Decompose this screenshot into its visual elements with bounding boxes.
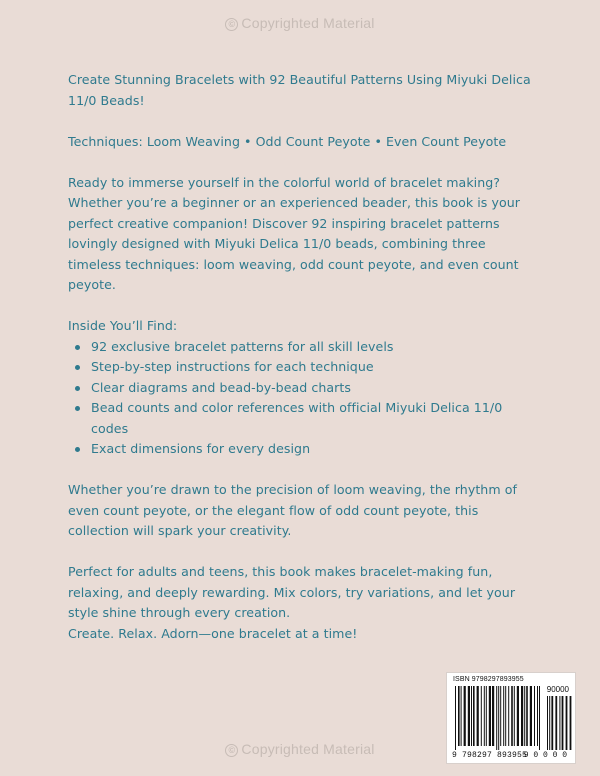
barcode-bar	[526, 686, 528, 746]
back-cover-text	[68, 70, 538, 644]
barcode-bar	[473, 686, 475, 746]
barcode-bar	[477, 686, 479, 746]
barcode-digits: 9 798297 893955	[452, 751, 528, 760]
barcode-bar	[503, 686, 504, 746]
isbn-label: ISBN 9798297893955	[453, 676, 524, 683]
barcode-bar	[486, 686, 487, 746]
barcode-bar	[481, 686, 482, 746]
list-item: Step-by-step instructions for each technique	[72, 357, 538, 378]
barcode-bar	[471, 686, 472, 746]
watermark-text: Copyrighted Material	[241, 15, 375, 31]
barcode-bar	[517, 686, 519, 746]
barcode-bar	[508, 686, 509, 746]
barcode-bar	[464, 686, 466, 746]
techniques-line: Techniques: Loom Weaving • Odd Count Peyote • Even Count Peyote	[68, 133, 507, 149]
inside-heading: Inside You’ll Find:	[68, 318, 178, 333]
barcode-bar	[537, 686, 538, 746]
list-item: Exact dimensions for every design	[72, 439, 538, 460]
barcode-bar	[505, 686, 506, 746]
price-digits: 9 0 0 0 0	[523, 751, 567, 760]
barcode-bar	[461, 686, 462, 746]
copyright-icon: ©	[225, 18, 238, 31]
barcode-bar	[492, 686, 494, 746]
barcode-bar	[514, 686, 515, 746]
barcode-bar	[489, 686, 491, 746]
headline: Create Stunning Bracelets with 92 Beautiful Patterns Using Miyuki Delica 11/0 Beads!	[68, 72, 531, 108]
price-code: 90000	[546, 685, 569, 694]
copyright-icon: ©	[225, 744, 238, 757]
barcode-bar	[468, 686, 470, 746]
perfect-paragraph: Perfect for adults and teens, this book makes bracelet-making fun, relaxing, and deeply rewarding. Mix colors, try variations, and let your style shine through every creation.	[68, 564, 516, 620]
barcode-bar	[484, 686, 485, 746]
watermark-text: Copyrighted Material	[241, 741, 375, 757]
barcode-bar	[500, 686, 501, 746]
copyright-watermark-bottom	[0, 741, 600, 757]
barcode-bar	[521, 686, 523, 746]
barcode-bar	[524, 686, 525, 746]
intro-paragraph: Ready to immerse yourself in the colorful world of bracelet making? Whether you’re a beginner or an experienced beader, this book is your perfect creative companion! Discover 92 inspiring bracelet patterns lovingly designed with Miyuki Delica 11/0 beads, combining three timeless techniques: loom weaving, odd count peyote, and even count peyote.	[68, 174, 520, 292]
list-item: Clear diagrams and bead-by-bead charts	[72, 378, 538, 399]
barcode-bar	[534, 686, 535, 746]
barcode-bar	[511, 686, 513, 746]
list-item: Bead counts and color references with official Miyuki Delica 11/0 codes	[72, 398, 538, 439]
list-item: 92 exclusive bracelet patterns for all skill levels	[72, 337, 538, 358]
inside-list	[72, 337, 538, 460]
drawn-paragraph: Whether you’re drawn to the precision of loom weaving, the rhythm of even count peyote, or the elegant flow of odd count peyote, this collection will spark your creativity.	[68, 482, 517, 538]
copyright-watermark-top	[0, 15, 600, 31]
closing-line: Create. Relax. Adorn—one bracelet at a time!	[68, 625, 358, 641]
barcode-bar	[530, 686, 532, 746]
barcode-bar	[458, 686, 460, 746]
